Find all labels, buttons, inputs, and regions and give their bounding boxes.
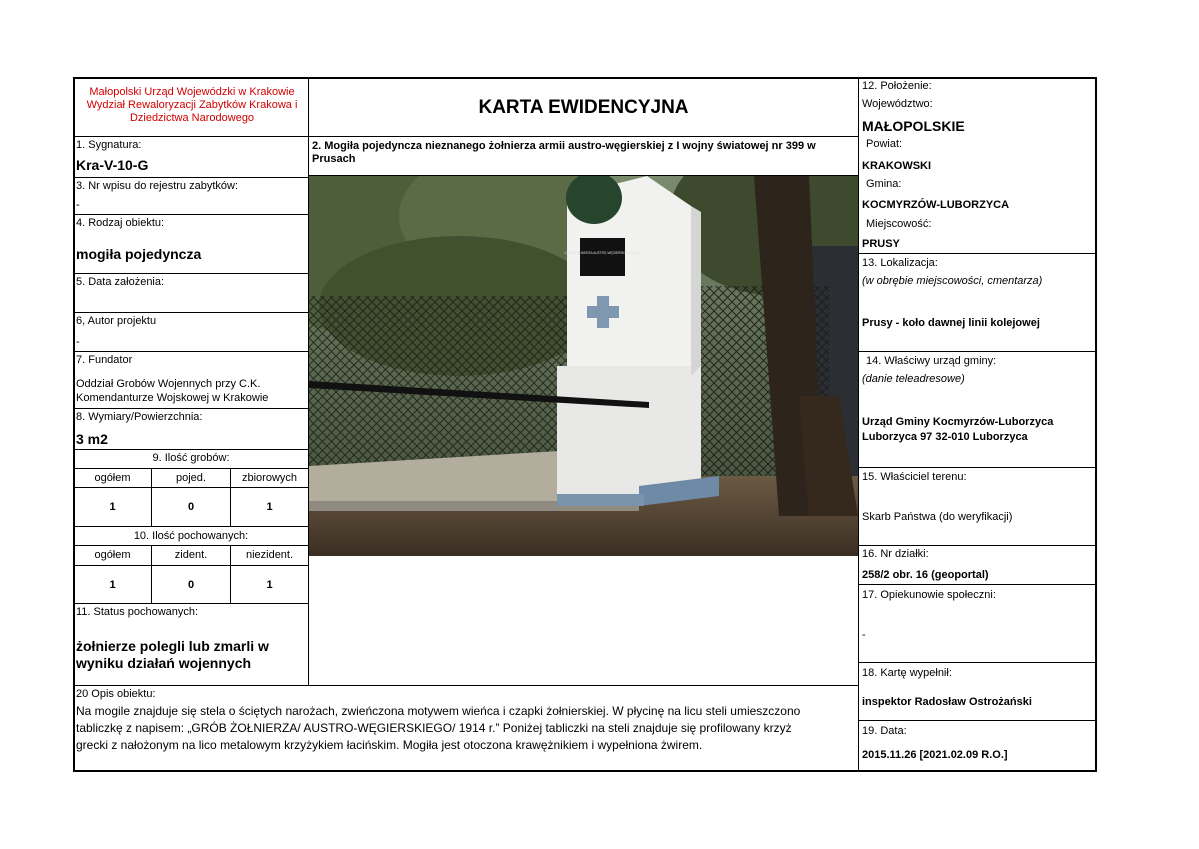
status-label: 11. Status pochowanych: <box>76 606 199 618</box>
rule <box>73 351 309 352</box>
institution-line: Wydział Rewaloryzacji Zabytków Krakowa i <box>86 99 298 111</box>
rule <box>73 487 309 488</box>
rule <box>858 584 1097 585</box>
rule <box>73 177 309 178</box>
municipal-office-hint: (danie teleadresowe) <box>862 373 965 385</box>
description-line: grecki z nałożonym na lico metalowym krzyżykiem łacińskim. Mogiła jest otoczona krawężnikiem i wypełniona żwirem. <box>76 738 703 752</box>
signature-value: Kra-V-10-G <box>76 157 149 173</box>
locality-label: Miejscowość: <box>866 218 932 230</box>
location-label: 12. Położenie: <box>862 80 932 92</box>
localization-hint: (w obrębie miejscowości, cmentarza) <box>862 275 1043 287</box>
rule <box>73 526 309 527</box>
commune-label: Gmina: <box>866 178 902 190</box>
register-label: 3. Nr wpisu do rejestru zabytków: <box>76 180 239 192</box>
filled-by-label: 18. Kartę wypełnił: <box>862 667 952 679</box>
founder-line: Komendanturze Wojskowej w Krakowie <box>76 392 269 404</box>
land-owner-value: Skarb Państwa (do weryfikacji) <box>862 511 1013 523</box>
graves-col-header: pojed. <box>176 472 206 484</box>
buried-value: 1 <box>109 579 116 591</box>
description-line: tabliczkę z napisem: „GRÓB ŻOŁNIERZA/ AUSTRO-WĘGIERSKIEGO/ 1914 r.” Poniżej tabliczki na steli znajduje się profilowany krzyż <box>76 721 792 735</box>
rule <box>858 253 1097 254</box>
signature-label: 1. Sygnatura: <box>76 139 142 151</box>
author-label: 6, Autor projektu <box>76 315 157 327</box>
land-owner-label: 15. Właściciel terenu: <box>862 471 967 483</box>
object-type-value: mogiła pojedyncza <box>76 246 202 262</box>
grave-photo <box>309 176 858 556</box>
localization-label: 13. Lokalizacja: <box>862 257 938 269</box>
buried-value: 0 <box>187 579 195 591</box>
institution-name <box>76 86 308 125</box>
rule <box>858 720 1097 721</box>
institution-line: Dziedzictwa Narodowego <box>129 112 255 124</box>
register-value: - <box>76 199 80 211</box>
graves-value: 1 <box>266 501 273 513</box>
founder-label: 7. Fundator <box>76 354 133 366</box>
graves-col-header: zbiorowych <box>241 472 298 484</box>
graves-count-label: 9. Ilość grobów: <box>152 452 230 464</box>
county-label: Powiat: <box>866 138 903 150</box>
locality-value: PRUSY <box>862 238 900 250</box>
photo-plaque-text: GRÓB ŻOŁNIERZA AUSTRO-WĘGIERSKIEGO 1914 <box>564 251 641 255</box>
institution-line: Małopolski Urząd Wojewódzki w Krakowie <box>89 86 295 98</box>
rule <box>73 449 309 450</box>
municipal-office-label: 14. Właściwy urząd gminy: <box>866 355 997 367</box>
buried-value: 1 <box>266 579 273 591</box>
divider-right <box>858 77 859 772</box>
rule <box>858 351 1097 352</box>
card-title: KARTA EWIDENCYJNA <box>478 97 689 118</box>
rule <box>858 545 1097 546</box>
localization-value: Prusy - koło dawnej linii kolejowej <box>862 317 1040 329</box>
object-name: 2. Mogiła pojedyncza nieznanego żołnierza armii austro-węgierskiej z I wojny światowej nr 399 w <box>312 140 816 152</box>
plot-number-label: 16. Nr działki: <box>862 548 929 560</box>
graves-value: 0 <box>187 501 195 513</box>
county-value: KRAKOWSKI <box>862 160 932 172</box>
rule-header <box>73 136 859 137</box>
buried-col-header: zident. <box>174 549 208 561</box>
rule-description <box>73 685 859 686</box>
founder-line: Oddział Grobów Wojennych przy C.K. <box>76 378 261 390</box>
dimensions-value: 3 m2 <box>76 431 108 447</box>
graves-value: 1 <box>109 501 116 513</box>
author-value: - <box>76 336 80 348</box>
filled-by-value: inspektor Radosław Ostrożański <box>862 696 1032 708</box>
rule <box>73 408 309 409</box>
object-name: Prusach <box>312 153 356 165</box>
rule <box>858 467 1097 468</box>
status-value: żołnierze polegli lub zmarli w <box>76 638 269 654</box>
buried-col-header: ogółem <box>94 549 131 561</box>
rule <box>73 603 309 604</box>
status-value: wyniku działań wojennych <box>76 655 252 671</box>
municipal-office-value: Urząd Gminy Kocmyrzów-Luborzyca <box>862 416 1054 428</box>
rule <box>73 565 309 566</box>
rule <box>73 312 309 313</box>
caretakers-label: 17. Opiekunowie społeczni: <box>862 589 996 601</box>
object-type-label: 4. Rodzaj obiektu: <box>76 217 165 229</box>
commune-value: KOCMYRZÓW-LUBORZYCA <box>862 199 1010 211</box>
description-label: 20 Opis obiektu: <box>76 688 156 700</box>
plot-number-value: 258/2 obr. 16 (geoportal) <box>862 569 989 581</box>
rule <box>73 214 309 215</box>
rule <box>73 273 309 274</box>
date-value: 2015.11.26 [2021.02.09 R.O.] <box>862 749 1008 761</box>
rule <box>858 662 1097 663</box>
voivodeship-value: MAŁOPOLSKIE <box>862 118 965 134</box>
founding-date-label: 5. Data założenia: <box>76 276 165 288</box>
buried-count-label: 10. Ilość pochowanych: <box>133 530 249 542</box>
municipal-office-value: Luborzyca 97 32-010 Luborzyca <box>862 431 1028 443</box>
description-line: Na mogile znajduje się stela o ściętych narożach, zwieńczona motywem wieńca i czapki żołnierskiej. W płycinę na licu steli umieszczono <box>76 704 801 718</box>
dimensions-label: 8. Wymiary/Powierzchnia: <box>76 411 203 423</box>
date-label: 19. Data: <box>862 725 907 737</box>
voivodeship-label: Województwo: <box>862 98 933 110</box>
caretakers-value: - <box>862 629 866 641</box>
rule <box>73 545 309 546</box>
buried-col-header: niezident. <box>245 549 294 561</box>
rule <box>73 468 309 469</box>
graves-col-header: ogółem <box>94 472 131 484</box>
